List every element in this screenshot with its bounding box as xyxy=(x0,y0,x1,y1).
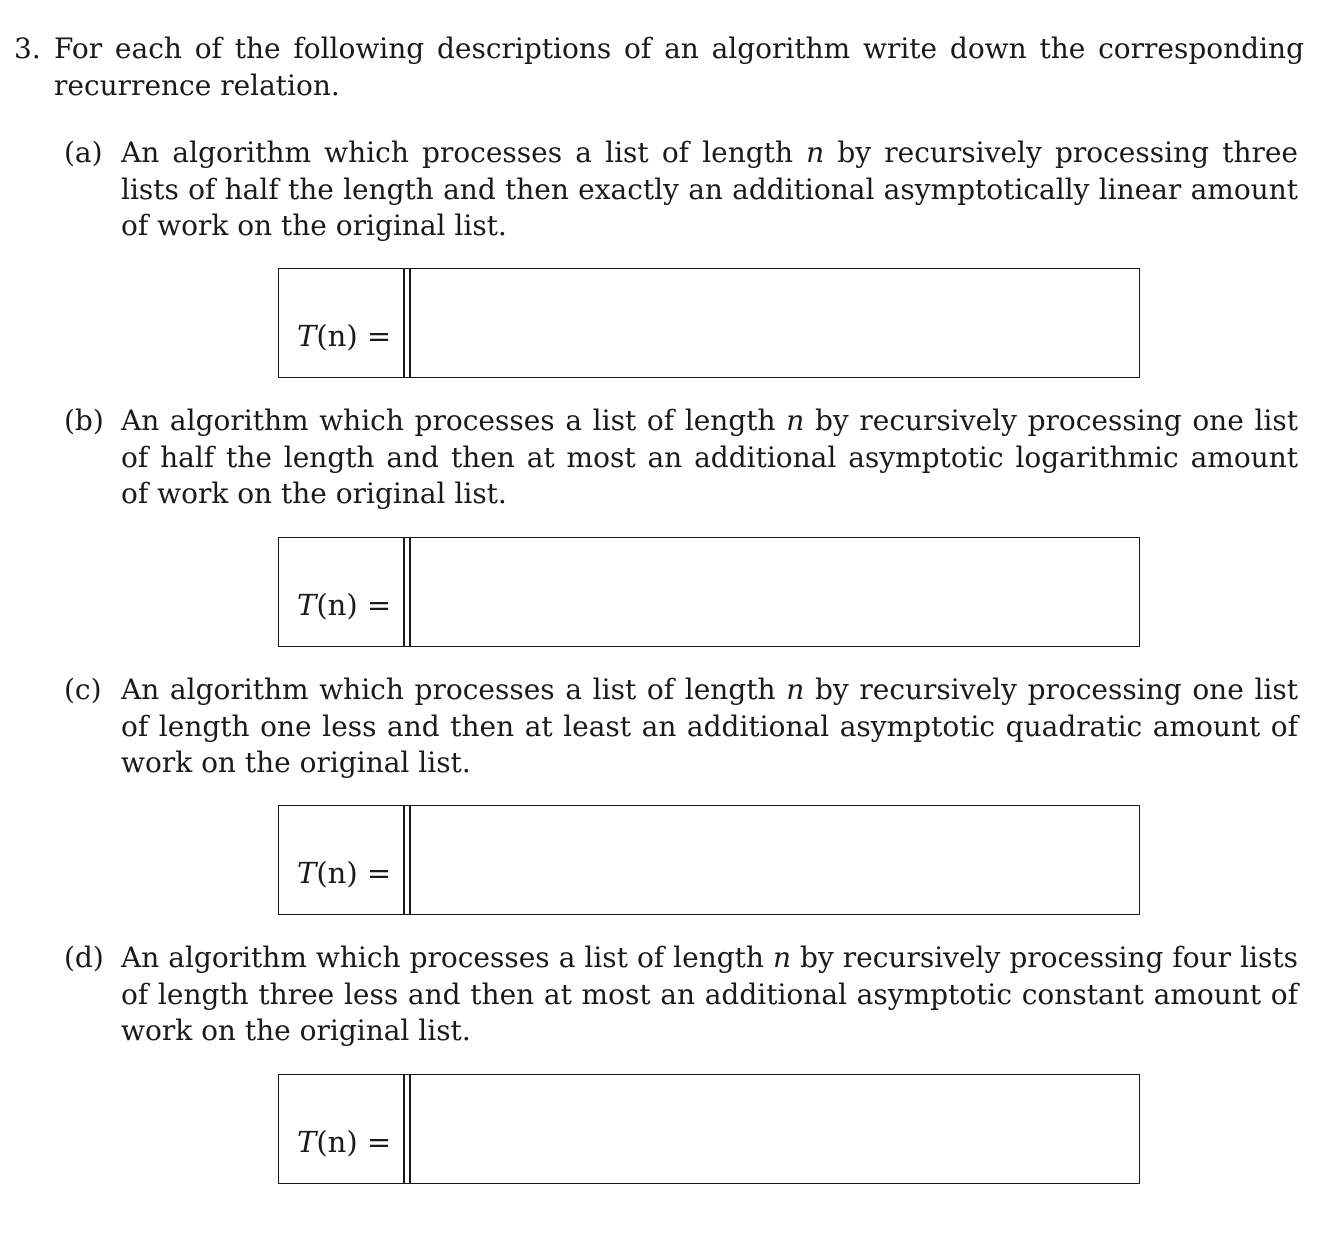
recurrence-label: T(n) = xyxy=(297,1125,392,1159)
answer-box-d xyxy=(278,1074,1140,1184)
answer-label-cell xyxy=(279,538,403,646)
recurrence-label: T(n) = xyxy=(297,588,392,622)
answer-label-cell xyxy=(279,269,403,377)
variable-n: n xyxy=(806,136,825,169)
variable-n: n xyxy=(786,404,805,437)
part-description: An algorithm which processes a list of length n by recursively processing three lists of half the length and then exactly an additional asymptotically linear amount of work on the original list. xyxy=(121,136,1298,242)
recurrence-label: T(n) = xyxy=(297,856,392,890)
variable-n: n xyxy=(786,673,805,706)
answer-box-c xyxy=(278,805,1140,915)
question-text: For each of the following descriptions of an algorithm write down the corresponding recurrence relation. xyxy=(54,32,1304,102)
part-label: (c) xyxy=(64,673,102,706)
part-c xyxy=(64,672,1298,782)
question-heading xyxy=(14,30,1304,104)
part-label: (d) xyxy=(64,941,104,974)
part-description: An algorithm which processes a list of length n by recursively processing four lists of length three less and then at most an additional asymptotic constant amount of work on the original list. xyxy=(121,941,1298,1047)
part-b xyxy=(64,403,1298,513)
answer-field-a[interactable] xyxy=(412,269,1139,377)
answer-box-b xyxy=(278,537,1140,647)
part-description: An algorithm which processes a list of length n by recursively processing one list of half the length and then at most an additional asymptotic logarithmic amount of work on the original list. xyxy=(121,404,1298,510)
answer-field-c[interactable] xyxy=(412,806,1139,914)
part-a xyxy=(64,135,1298,245)
answer-label-cell xyxy=(279,1075,403,1183)
variable-n: n xyxy=(772,941,792,974)
question-number: 3. xyxy=(14,32,41,65)
part-d xyxy=(64,940,1298,1050)
answer-box-a xyxy=(278,268,1140,378)
part-description: An algorithm which processes a list of length n by recursively processing one list of length one less and then at least an additional asymptotic quadratic amount of work on the original list. xyxy=(121,673,1298,779)
part-label: (a) xyxy=(64,136,103,169)
recurrence-label: T(n) = xyxy=(297,319,392,353)
answer-field-b[interactable] xyxy=(412,538,1139,646)
answer-field-d[interactable] xyxy=(412,1075,1139,1183)
answer-label-cell xyxy=(279,806,403,914)
part-label: (b) xyxy=(64,404,104,437)
